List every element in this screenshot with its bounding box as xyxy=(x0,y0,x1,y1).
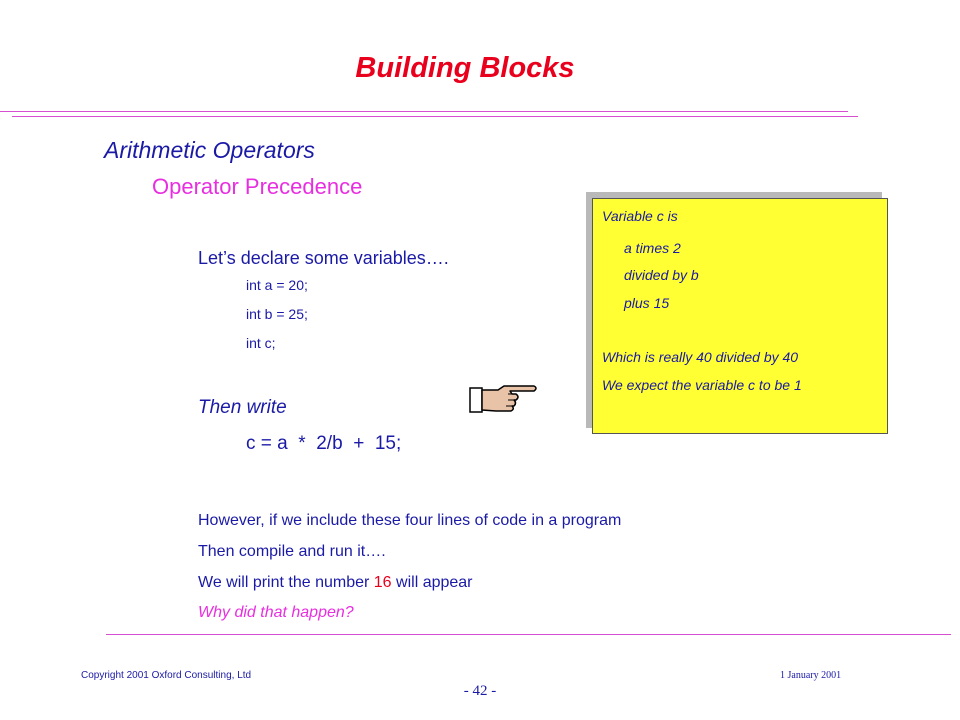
then-label: Then write xyxy=(198,397,287,418)
code-line-a: int a = 20; xyxy=(246,277,308,293)
highlighted-number: 16 xyxy=(373,574,392,591)
title-rule-lower xyxy=(12,116,858,117)
paragraph-1: However, if we include these four lines of code in a program xyxy=(198,512,622,529)
footer-copyright: Copyright 2001 Oxford Consulting, Ltd xyxy=(81,670,252,681)
pointing-hand-icon xyxy=(468,380,540,420)
code-line-c: int c; xyxy=(246,335,276,351)
expression: c = a * 2/b + 15; xyxy=(246,433,402,454)
code-line-b: int b = 25; xyxy=(246,306,308,322)
section-subheading: Operator Precedence xyxy=(152,174,363,199)
footer-date: 1 January 2001 xyxy=(780,670,842,681)
callout-line-5: Which is really 40 divided by 40 xyxy=(602,349,799,365)
question-text: Why did that happen? xyxy=(198,604,354,621)
explanation-callout xyxy=(592,198,888,434)
title-rule-upper xyxy=(0,111,848,112)
callout-line-3: divided by b xyxy=(624,267,699,283)
page-number: - 42 - xyxy=(463,683,497,699)
slide-title: Building Blocks xyxy=(355,52,575,84)
callout-line-6: We expect the variable c to be 1 xyxy=(602,377,802,393)
intro-text: Let’s declare some variables…. xyxy=(198,248,449,268)
paragraph-3-prefix: We will print the number xyxy=(198,574,374,591)
callout-line-4: plus 15 xyxy=(624,295,670,311)
paragraph-3 xyxy=(198,574,473,592)
paragraph-2: Then compile and run it…. xyxy=(198,543,386,560)
footer-rule xyxy=(106,634,951,635)
paragraph-3-suffix: will appear xyxy=(391,574,473,591)
callout-line-2: a times 2 xyxy=(624,240,681,256)
callout-line-1: Variable c is xyxy=(602,208,678,224)
section-heading: Arithmetic Operators xyxy=(104,137,315,163)
